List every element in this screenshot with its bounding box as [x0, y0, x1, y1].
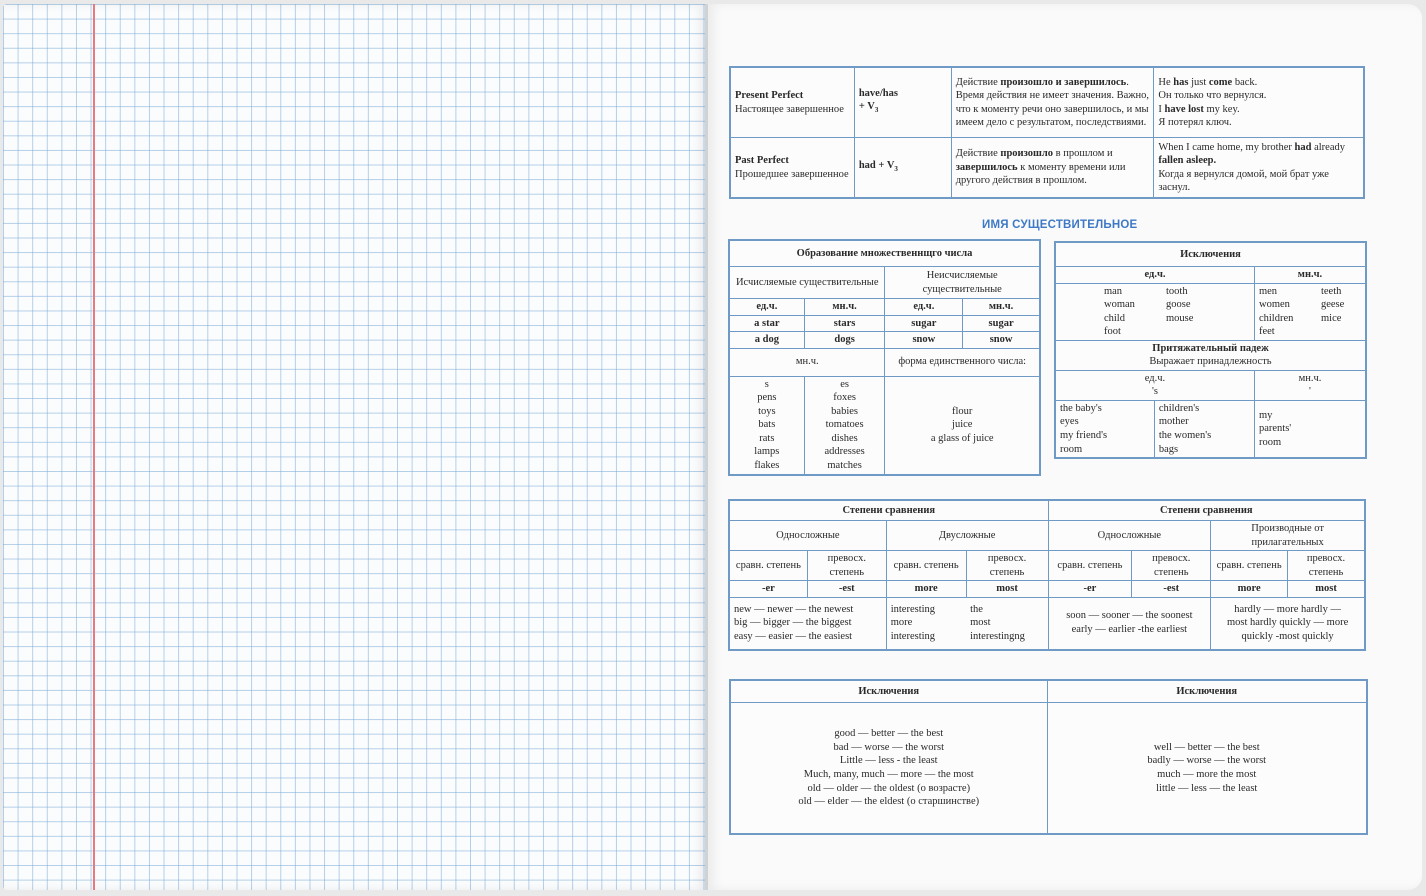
adjective-exceptions: good — better — the best bad — worse — the worst Little — less - the least Much, many, much — more — the most old — older — the oldest (о возрасте) old — elder — the eldest (о старшинстве) — [731, 703, 1048, 834]
superlative-label: превосх. степень — [1132, 551, 1211, 581]
possessive-pl-header — [1254, 370, 1365, 400]
countable-header: Исчисляемые существительные — [730, 267, 885, 299]
exceptions-title: Исключения — [1047, 681, 1367, 703]
tense-row — [731, 68, 1364, 138]
possessive-sg-header — [1056, 370, 1255, 400]
superlative-label: превосх. степень — [966, 551, 1048, 581]
pos-pl-mark: ' — [1309, 386, 1311, 398]
plural-cell: sugar — [885, 315, 963, 332]
sg-label: ед.ч. — [730, 299, 805, 316]
tense-meaning: Действие произошло в прошлом и завершилось к моменту времени или другого действия в прошлом. — [951, 138, 1154, 198]
tense-ru: Прошедшее завершенное — [735, 168, 849, 180]
tense-formula: have/has + $V_3$ — [854, 68, 951, 138]
two-syllable-examples: interesting more interesting — [886, 597, 966, 649]
word-more: more — [1211, 581, 1288, 598]
tense-meaning: Действие произошло и завершилось. Время действия не имеет значения. Важно, что к моменту речи оно завершилось, и мы имеем дело с результатом, последствиями. — [951, 68, 1154, 138]
noun-exceptions-table — [1055, 242, 1366, 458]
sg-label: ед.ч. — [885, 299, 963, 316]
one-syllable-header: Односложные — [730, 521, 887, 551]
comparison-exceptions-table — [730, 680, 1367, 834]
one-syllable-adverb-examples: soon — sooner — the soonest early — earlier -the earliest — [1048, 597, 1211, 649]
tenses-table — [730, 67, 1364, 198]
uncountable-list: flour juice a glass of juice — [885, 376, 1040, 474]
pl-label: мн.ч. — [1254, 267, 1365, 284]
comparative-label: сравн. степень — [886, 551, 966, 581]
suffix-est: -est — [807, 581, 886, 598]
one-syllable-header: Односложные — [1048, 521, 1211, 551]
tense-ru: Настоящее завершенное — [735, 103, 844, 115]
plural-cell: a star — [730, 315, 805, 332]
plural-cell: snow — [963, 332, 1040, 349]
tense-name: Past Perfect — [735, 155, 789, 166]
plural-cell: sugar — [963, 315, 1040, 332]
es-ending-list: es foxes babies tomatoes dishes addresses matches — [804, 376, 885, 474]
section-title: ИМЯ СУЩЕСТВИТЕЛЬНОЕ — [982, 219, 1138, 231]
word-more: more — [886, 581, 966, 598]
tense-name-cell — [731, 68, 855, 138]
derived-examples: hardly — more hardly — most hardly quickly — more quickly -most quickly — [1211, 597, 1365, 649]
pl-label: мн.ч. — [963, 299, 1040, 316]
superlative-label: превосх. степень — [807, 551, 886, 581]
comparative-label: сравн. степень — [730, 551, 808, 581]
adverb-exceptions: well — better — the best badly — worse — the worst much — more the most little — less — the least — [1047, 703, 1367, 834]
sg-list-a: man woman child foot — [1103, 285, 1135, 338]
superlative-label: превосх. степень — [1288, 551, 1365, 581]
sg-label: ед.ч. — [1056, 267, 1255, 284]
pl-label: мн.ч. — [730, 348, 885, 376]
comparative-label: сравн. степень — [1048, 551, 1132, 581]
word-most: most — [966, 581, 1048, 598]
possessive-examples: my parents' room — [1254, 400, 1365, 457]
pl-list-a: men women children feet — [1258, 285, 1294, 338]
pl-list-b: teeth geese mice — [1320, 285, 1345, 324]
sg-exceptions — [1056, 283, 1255, 340]
margin-line — [93, 4, 95, 890]
degrees-title: Степени сравнения — [730, 501, 1049, 521]
word-most: most — [1288, 581, 1365, 598]
comparative-label: сравн. степень — [1211, 551, 1288, 581]
exceptions-title: Исключения — [1056, 243, 1366, 267]
singular-form-label: форма единственного числа: — [885, 348, 1040, 376]
pl-exceptions — [1254, 283, 1365, 340]
suffix-er: -er — [1048, 581, 1132, 598]
tense-name: Present Perfect — [735, 90, 804, 101]
suffix-est: -est — [1132, 581, 1211, 598]
possessive-header — [1056, 340, 1366, 370]
suffix-er: -er — [730, 581, 808, 598]
sg-list-b: tooth goose mouse — [1165, 285, 1194, 324]
degrees-title: Степени сравнения — [1048, 501, 1364, 521]
two-syllable-header: Двусложные — [886, 521, 1048, 551]
pos-sg-label: ед.ч. — [1144, 372, 1166, 384]
grid-page — [3, 4, 706, 890]
possessive-examples: the baby's eyes my friend's room — [1056, 400, 1155, 457]
pl-label: мн.ч. — [804, 299, 885, 316]
plural-cell: stars — [804, 315, 885, 332]
derived-header: Производные от прилагательных — [1211, 521, 1365, 551]
plural-table — [729, 240, 1040, 475]
uncountable-header: Неисчисляемые существительные — [885, 267, 1040, 299]
tense-example: When I came home, my brother had already fallen asleep. Когда я вернулся домой, мой брат уже заснул. — [1154, 138, 1364, 198]
plural-title: Образование множественнщго числа — [730, 241, 1040, 267]
plural-cell: a dog — [730, 332, 805, 349]
exceptions-title: Исключения — [731, 681, 1048, 703]
tense-name-cell — [731, 138, 855, 198]
possessive-subtitle: Выражает принадлежность — [1149, 356, 1272, 368]
degrees-table — [729, 500, 1365, 650]
pos-sg-mark: 's — [1152, 386, 1158, 398]
tense-row — [731, 138, 1364, 198]
one-syllable-examples: new — newer — the newest big — bigger — the biggest easy — easier — the easiest — [730, 597, 887, 649]
two-syllable-examples: the most interestingng — [966, 597, 1048, 649]
s-ending-list: s pens toys bats rats lamps flakes — [730, 376, 805, 474]
pos-pl-label: мн.ч. — [1298, 372, 1322, 384]
possessive-examples: children's mother the women's bags — [1154, 400, 1254, 457]
tense-formula: had + $V_3$ — [854, 138, 951, 198]
possessive-title: Притяжательный падеж — [1152, 342, 1269, 354]
plural-cell: dogs — [804, 332, 885, 349]
tense-example: He has just come back. Он только что вернулся. I have lost my key. Я потерял ключ. — [1154, 68, 1364, 138]
plural-cell: snow — [885, 332, 963, 349]
